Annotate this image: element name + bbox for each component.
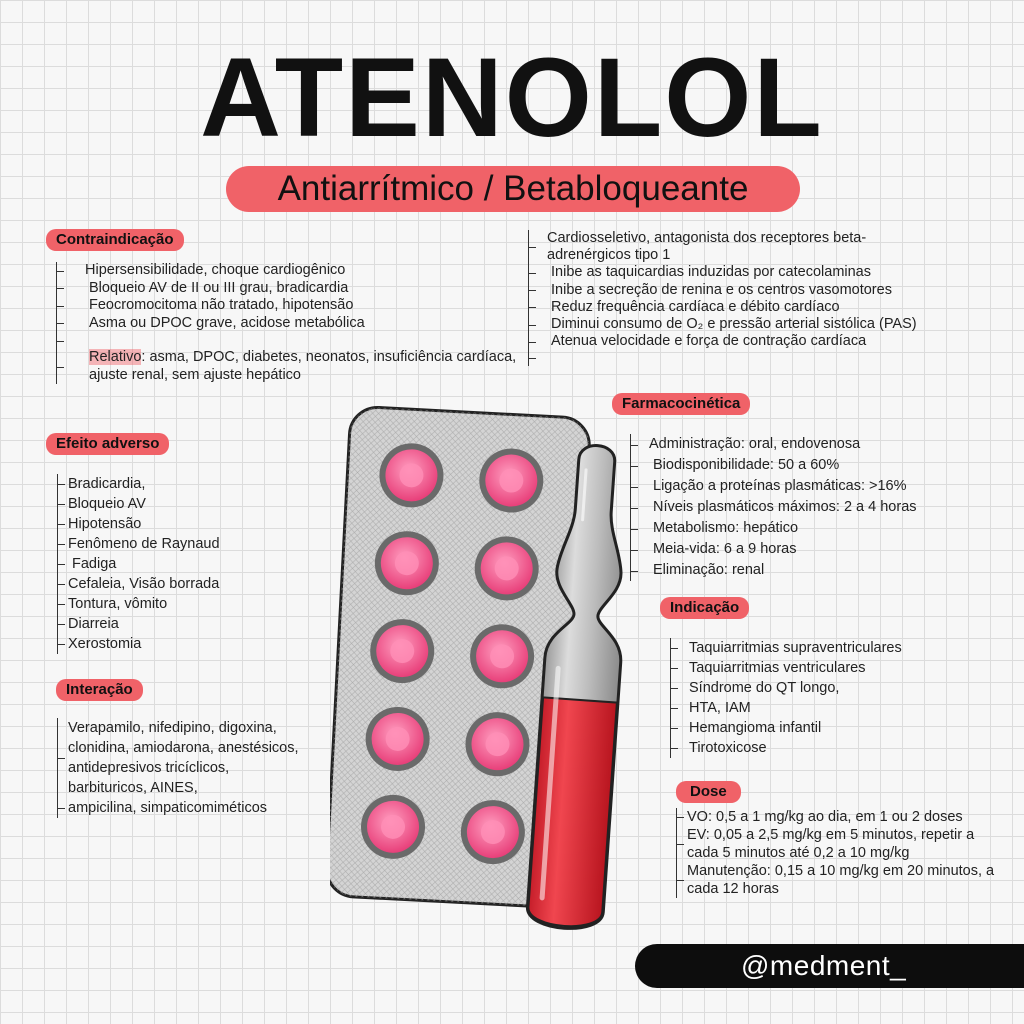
list-spacer (529, 350, 929, 366)
list-item: Biodisponibilidade: 50 a 60% (631, 455, 961, 476)
list-item: Hipersensibilidade, choque cardiogênico (57, 262, 517, 280)
indicacao-list (670, 638, 951, 758)
contraindicacao-relativo (57, 349, 517, 384)
list-item: Atenua velocidade e força de contração cardíaca (529, 333, 929, 350)
list-item: Xerostomia (58, 634, 278, 654)
list-item: VO: 0,5 a 1 mg/kg ao dia, em 1 ou 2 doses (677, 808, 1007, 826)
list-item: EV: 0,05 a 2,5 mg/kg em 5 minutos, repetir a cada 5 minutos até 0,2 a 10 mg/kg (677, 826, 1007, 862)
list-item: Meia-vida: 6 a 9 horas (631, 539, 961, 560)
list-item: Taquiarritmias supraventriculares (671, 638, 951, 658)
list-item: Fenômeno de Raynaud (58, 534, 278, 554)
dose-list (676, 808, 1007, 898)
contraindicacao-label: Contraindicação (46, 229, 184, 251)
efeito-adverso-list (57, 474, 278, 654)
list-item: Feocromocitoma não tratado, hipotensão (57, 297, 517, 315)
list-item: Tirotoxicose (671, 738, 951, 758)
list-item: Bloqueio AV (58, 494, 278, 514)
list-item: Ligação a proteínas plasmáticas: >16% (631, 476, 961, 497)
list-item: Asma ou DPOC grave, acidose metabólica (57, 315, 517, 333)
interacao-label: Interação (56, 679, 143, 701)
list-item: Manutenção: 0,15 a 10 mg/kg em 20 minutos, a cada 12 horas (677, 862, 1007, 898)
list-item: Eliminação: renal (631, 560, 961, 581)
list-item: Cardiosseletivo, antagonista dos receptores beta-adrenérgicos tipo 1 (529, 230, 929, 264)
drug-class-banner: Antiarrítmico / Betabloqueante (226, 166, 800, 212)
list-item: Diminui consumo de O₂ e pressão arterial sistólica (PAS) (529, 316, 929, 333)
farmacocinetica-label: Farmacocinética (612, 393, 750, 415)
list-item: ampicilina, simpaticomiméticos (58, 798, 308, 818)
relativo-text: : asma, DPOC, diabetes, neonatos, insuficiência cardíaca, ajuste renal, sem ajuste hepático (89, 349, 517, 383)
illustration-svg (330, 400, 630, 945)
list-item: Síndrome do QT longo, (671, 678, 951, 698)
efeito-adverso-label: Efeito adverso (46, 433, 169, 455)
list-item: Bloqueio AV de II ou III grau, bradicardia (57, 280, 517, 298)
farmacocinetica-list (630, 434, 961, 581)
list-item: Níveis plasmáticos máximos: 2 a 4 horas (631, 497, 961, 518)
mecanismo-list (528, 230, 929, 366)
dose-label: Dose (676, 781, 741, 803)
list-item: Reduz frequência cardíaca e débito cardíaco (529, 299, 929, 316)
list-item: Taquiarritmias ventriculares (671, 658, 951, 678)
list-item: Verapamilo, nifedipino, digoxina, clonidina, amiodarona, anestésicos, antidepresivos tricíclicos, barbituricos, AINES, (58, 718, 308, 798)
list-spacer (57, 332, 517, 349)
contraindicacao-list (56, 262, 517, 384)
list-item: Fadiga (58, 554, 278, 574)
list-item: Administração: oral, endovenosa (631, 434, 961, 455)
list-item: Hemangioma infantil (671, 718, 951, 738)
list-item: Metabolismo: hepático (631, 518, 961, 539)
medication-illustration (330, 400, 630, 945)
indicacao-label: Indicação (660, 597, 749, 619)
interacao-list (57, 718, 308, 818)
list-item: Inibe a secreção de renina e os centros vasomotores (529, 282, 929, 299)
list-item: Bradicardia, (58, 474, 278, 494)
list-item: Cefaleia, Visão borrada (58, 574, 278, 594)
list-item: Diarreia (58, 614, 278, 634)
list-item: HTA, IAM (671, 698, 951, 718)
list-item: Tontura, vômito (58, 594, 278, 614)
author-handle: @medment_ (635, 944, 1024, 988)
relativo-highlight: Relativo (89, 349, 142, 365)
page-title: ATENOLOL (200, 35, 824, 160)
list-item: Inibe as taquicardias induzidas por catecolaminas (529, 264, 929, 281)
list-item: Hipotensão (58, 514, 278, 534)
